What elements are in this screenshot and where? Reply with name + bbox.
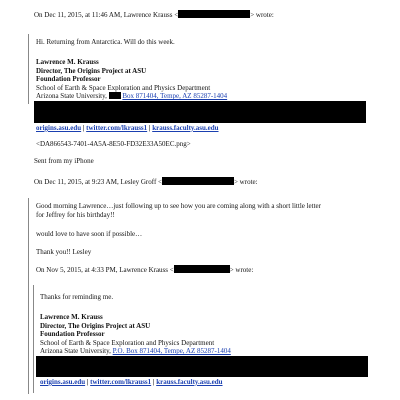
origins-link[interactable]: origins.asu.edu: [36, 124, 82, 132]
redaction-block: [36, 356, 368, 377]
message-body-line: Thank you!! Lesley: [36, 248, 92, 256]
signature-title: Director, The Origins Project at ASU: [36, 66, 147, 75]
signature-address-line: Arizona State University, Box 871404, Tempe, AZ 85287-1404: [36, 92, 228, 100]
redaction-bar: [162, 177, 234, 185]
faculty-link[interactable]: krauss.faculty.asu.edu: [152, 124, 219, 132]
origins-link[interactable]: origins.asu.edu: [40, 378, 86, 386]
signature-school: School of Earth & Space Exploration and Physics Department: [40, 338, 215, 347]
twitter-link[interactable]: twitter.com/lkrauss1: [90, 378, 152, 386]
signature-name: Lawrence M. Krauss: [40, 313, 103, 321]
message-body-line: Thanks for reminding me.: [40, 293, 114, 301]
signature-address-line: Arizona State University, P.O. Box 871404, Tempe, AZ 85287-1404: [40, 347, 231, 355]
quote-bar: [33, 285, 34, 393]
message-body-line: Hi. Returning from Antarctica. Will do this week.: [36, 38, 175, 46]
email-header: On Dec 11, 2015, at 9:23 AM, Lesley Groff < > wrote:: [34, 178, 258, 186]
sent-from: Sent from my iPhone: [34, 157, 94, 165]
signature-title: Director, The Origins Project at ASU: [40, 321, 151, 330]
signature-school: School of Earth & Space Exploration and Physics Department: [36, 83, 211, 92]
address-link[interactable]: P.O. Box 871404, Tempe, AZ 85287-1404: [112, 347, 231, 355]
signature-role: Foundation Professor: [40, 330, 105, 338]
signature-links: origins.asu.edu | twitter.com/lkrauss1 | krauss.faculty.asu.edu: [36, 124, 219, 132]
redaction-bar: [109, 92, 121, 99]
message-body-line: Good morning Lawrence…just following up to see how you are coming along with a short little letter: [36, 202, 321, 210]
attachment-label: <DA866543-7401-4A5A-8E50-FD32E33A50EC.png>: [36, 140, 191, 148]
redaction-bar: [178, 10, 250, 18]
twitter-link[interactable]: twitter.com/lkrauss1: [86, 124, 148, 132]
signature-role: Foundation Professor: [36, 75, 101, 83]
quote-bar: [28, 34, 29, 104]
message-body-line: for Jeffrey for his birthday!!: [36, 211, 115, 219]
faculty-link[interactable]: krauss.faculty.asu.edu: [156, 378, 223, 386]
signature-name: Lawrence M. Krauss: [36, 58, 99, 66]
address-link[interactable]: Box 871404, Tempe, AZ 85287-1404: [122, 92, 228, 100]
redaction-bar: [174, 265, 230, 273]
message-body-line: would love to have soon if possible…: [36, 230, 143, 238]
email-header: On Dec 11, 2015, at 11:46 AM, Lawrence Krauss < > wrote:: [34, 11, 274, 19]
email-header: On Nov 5, 2015, at 4:33 PM, Lawrence Krauss < > wrote:: [36, 266, 254, 274]
quote-bar: [28, 198, 29, 394]
redaction-block: [34, 101, 366, 123]
signature-links: origins.asu.edu | twitter.com/lkrauss1 | krauss.faculty.asu.edu: [40, 378, 223, 386]
